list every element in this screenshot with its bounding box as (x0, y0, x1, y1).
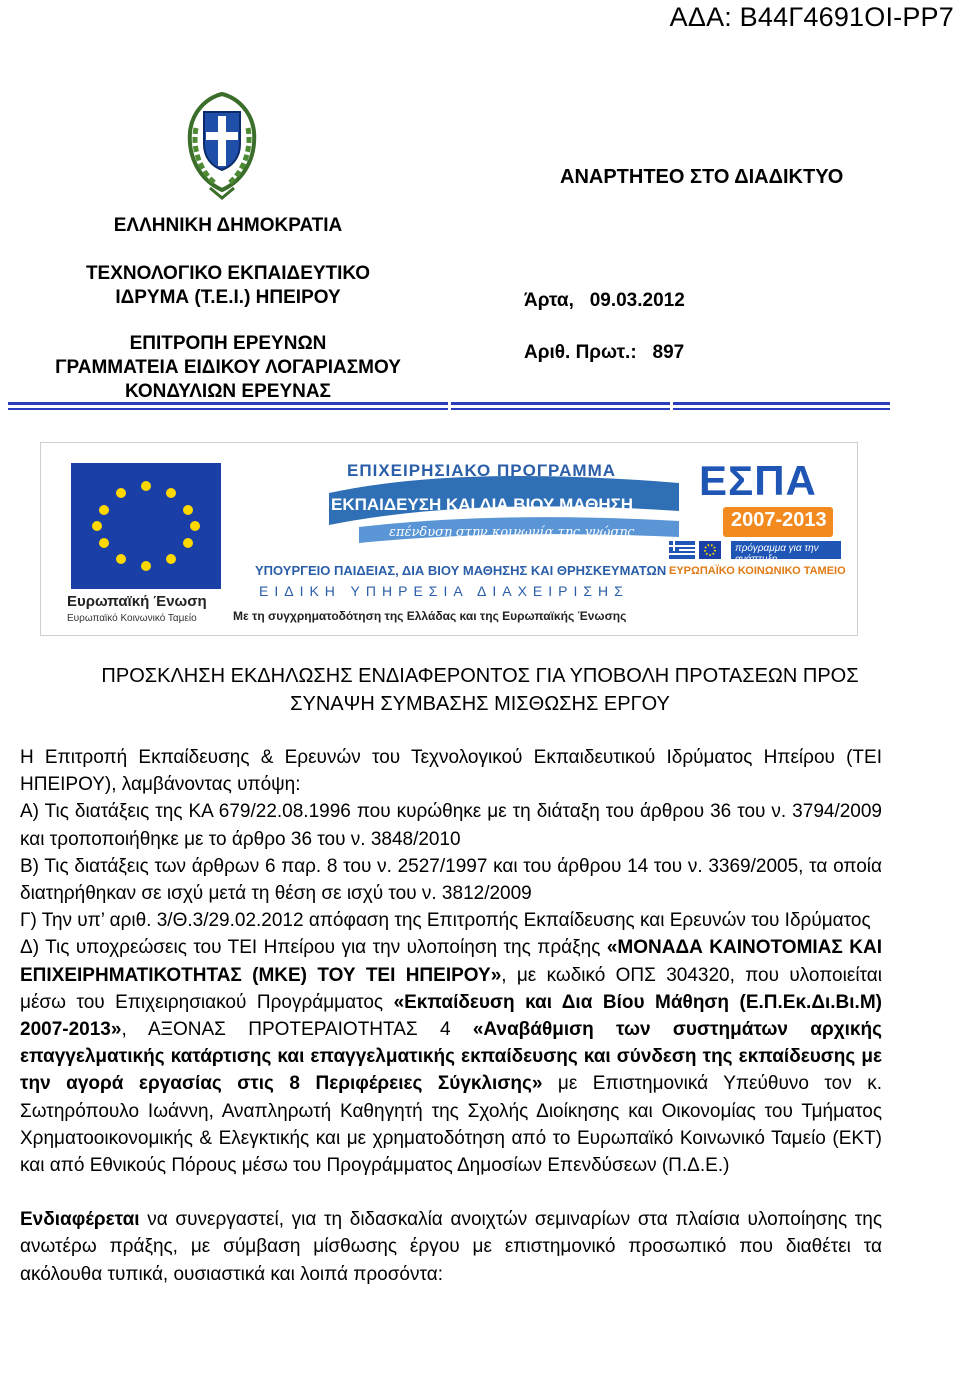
intro-paragraph: Η Επιτροπή Εκπαίδευσης & Ερευνών του Τεχνολογικού Εκπαιδευτικού Ιδρύματος Ηπείρου (ΤΕΙ ΗΠΕΙΡΟΥ), λαμβάνοντας υπόψη: (20, 747, 882, 796)
interest-paragraph (20, 1206, 882, 1288)
clause-b: Β) Τις διατάξεις των άρθρων 6 παρ. 8 του ν. 2527/1997 και του άρθρου 14 του ν. 3369/2005, τα οποία διατηρήθηκαν σε ισχύ μετά τη θέση σε ισχύ του ν. 3812/2009 (20, 855, 882, 905)
managing-service-label: ΕΙΔΙΚΗ ΥΠΗΡΕΣΙΑ ΔΙΑΧΕΙΡΙΣΗΣ (259, 583, 629, 599)
op-title: ΕΠΙΧΕΙΡΗΣΙΑΚΟ ΠΡΟΓΡΑΜΜΑ (347, 461, 617, 480)
clause-d-text-4: με Επιστημονικά Υπεύθυνο τον κ. Σωτηρόπουλο Ιωάννη, Αναπληρωτή Καθηγητή της Σχολής Διοίκησης και Οικονομίας του Τμήματος Χρηματοοικονομικής & Ελεγκτικής και με χρηματοδότηση από το Ευρωπαϊκό Κοινωνικό Ταμείο (ΕΚΤ) και από Εθνικούς Πόρους μέσω του Προγράμματος Δημοσίων Επενδύσεων (Π.Δ.Ε.) (20, 1073, 882, 1177)
eu-flag-icon (71, 463, 221, 589)
clause-a: Α) Τις διατάξεις της ΚΑ 679/22.08.1996 που κυρώθηκε με τη διάταξη του άρθρου 36 του ν. 3794/2009 και τροποποιήθηκε με το άρθρο 36 του ν. 3848/2010 (20, 801, 882, 850)
cofunding-label: Με τη συγχρηματοδότηση της Ελλάδας και της Ευρωπαϊκής Ένωσης (233, 609, 627, 623)
protocol-number: Αριθ. Πρωτ.: 897 (524, 342, 685, 363)
greek-flag-icon (669, 541, 695, 559)
ministry-label: ΥΠΟΥΡΓΕΙΟ ΠΑΙΔΕΙΑΣ, ΔΙΑ ΒΙΟΥ ΜΑΘΗΣΗΣ ΚΑΙ ΘΡΗΣΚΕΥΜΑΤΩΝ (255, 563, 667, 578)
republic-label: ΕΛΛΗΝΙΚΗ ΔΗΜΟΚΡΑΤΙΑ (113, 215, 343, 236)
clause-c: Γ) Την υπ’ αριθ. 3/Θ.3/29.02.2012 απόφαση της Επιτροπής Εκπαίδευσης και Ερευνών του Ιδρύματος (20, 910, 871, 932)
body-text (20, 744, 882, 1288)
posted-online-label: ΑΝΑΡΤΗΤΕΟ ΣΤΟ ΔΙΑΔΙΚΤΥΟ (560, 166, 844, 188)
espa-years: 2007-2013 (731, 509, 827, 531)
eu-label: Ευρωπαϊκή Ένωση (67, 593, 207, 610)
call-title-line-2: ΣΥΝΑΨΗ ΣΥΜΒΑΣΗΣ ΜΙΣΘΩΣΗΣ ΕΡΓΟΥ (290, 693, 670, 715)
place-date: Άρτα, 09.03.2012 (524, 290, 685, 311)
op-slogan: επένδυση στην κοινωνία της γνώσης (389, 525, 635, 540)
committee-line-1: ΕΠΙΤΡΟΠΗ ΕΡΕΥΝΩΝ (129, 333, 327, 354)
esf-label: ΕΥΡΩΠΑΪΚΟ ΚΟΙΝΩΝΙΚΟ ΤΑΜΕΙΟ (669, 565, 846, 577)
eu-mini-flag-icon (699, 541, 721, 559)
institution-line-2: ΙΔΡΥΜΑ (Τ.Ε.Ι.) ΗΠΕΙΡΟΥ (115, 287, 341, 308)
funding-banner (40, 442, 858, 636)
eu-fund-label: Ευρωπαϊκό Κοινωνικό Ταμείο (67, 613, 197, 624)
institution-line-1: ΤΕΧΝΟΛΟΓΙΚΟ ΕΚΠΑΙΔΕΥΤΙΚΟ (85, 263, 371, 284)
committee-line-3: ΚΟΝΔΥΛΙΩΝ ΕΡΕΥΝΑΣ (125, 381, 331, 402)
ada-code: ΑΔΑ: Β44Γ4691ΟΙ-ΡΡ7 (669, 2, 954, 32)
programme-title: «Εκπαίδευση και Δια Βίου Μάθηση (Ε.Π.Εκ.Δι.Βι.Μ) 2007-2013» (20, 991, 882, 1041)
clause-d-text-2: , με κωδικό ΟΠΣ 304320, που υλοποιείται μέσω του Επιχειρησιακού Προγράμματος (20, 964, 882, 1013)
espa-logo: ΕΣΠΑ (699, 457, 817, 504)
clause-d (20, 934, 882, 1179)
espa-programme: πρόγραμμα για την ανάπτυξη (735, 543, 819, 565)
clause-d-text-1: Δ) Τις υποχρεώσεις του ΤΕΙ Ηπείρου για την υλοποίηση της πράξης (20, 937, 607, 959)
interest-keyword: Ενδιαφέρεται (20, 1209, 140, 1231)
priority-axis-title: «Αναβάθμιση των συστημάτων αρχικής επαγγελματικής κατάρτισης και επαγγελματικής εκπαίδευσης και σύνδεση της εκπαίδευσης με την αγορά εργασίας στις 8 Περιφέρειες Σύγκλισης» (20, 1019, 882, 1095)
greek-coat-of-arms-icon (176, 88, 268, 208)
action-title: «ΜΟΝΑΔΑ ΚΑΙΝΟΤΟΜΙΑΣ ΚΑΙ ΕΠΙΧΕΙΡΗΜΑΤΙΚΟΤΗΤΑΣ (ΜΚΕ) ΤΟΥ ΤΕΙ ΗΠΕΙΡΟΥ» (20, 937, 882, 986)
op-name: ΕΚΠΑΙΔΕΥΣΗ ΚΑΙ ΔΙΑ ΒΙΟΥ ΜΑΘΗΣΗ (331, 495, 634, 514)
call-title-line-1: ΠΡΟΣΚΛΗΣΗ ΕΚΔΗΛΩΣΗΣ ΕΝΔΙΑΦΕΡΟΝΤΟΣ ΓΙΑ ΥΠΟΒΟΛΗ ΠΡΟΤΑΣΕΩΝ ΠΡΟΣ (101, 665, 859, 687)
clause-d-text-3: , ΑΞΟΝΑΣ ΠΡΟΤΕΡΑΙΟΤΗΤΑΣ 4 (121, 1019, 473, 1041)
interest-text: να συνεργαστεί, για τη διδασκαλία ανοιχτών σεμιναρίων στα πλαίσια υλοποίησης της ανωτέρω πράξης, με σύμβαση μίσθωσης έργου με επιστημονικό προσωπικό που διαθέτει τα ακόλουθα τυπικά, ουσιαστικά και λοιπά προσόντα: (20, 1209, 882, 1285)
header-divider (8, 402, 890, 412)
committee-line-2: ΓΡΑΜΜΑΤΕΙΑ ΕΙΔΙΚΟΥ ΛΟΓΑΡΙΑΣΜΟΥ (55, 357, 401, 378)
